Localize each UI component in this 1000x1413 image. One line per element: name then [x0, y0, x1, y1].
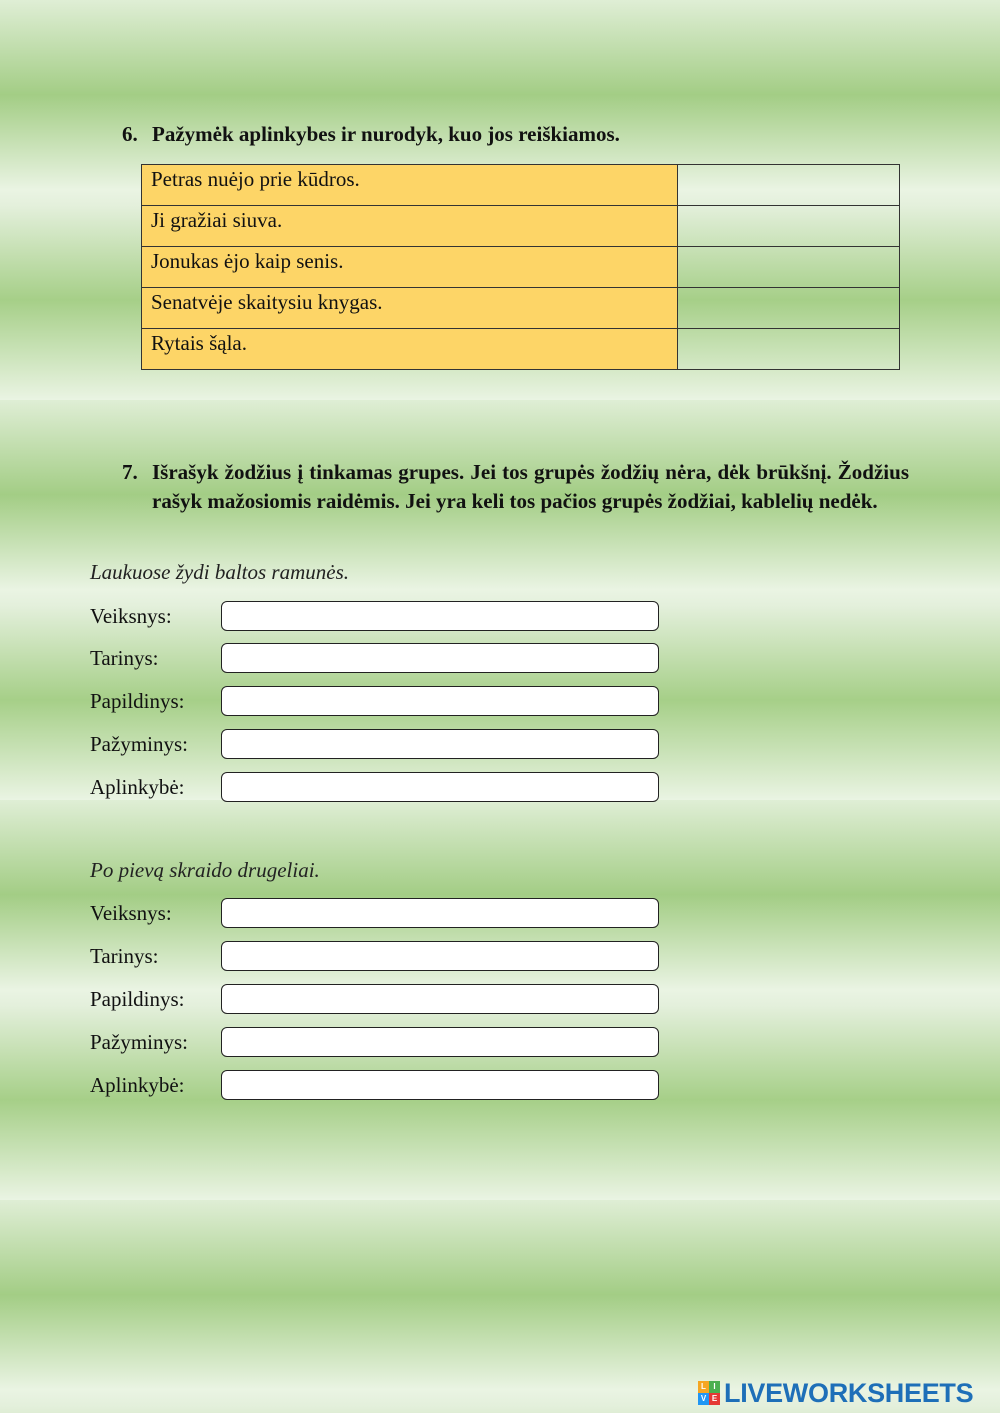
field-label: Tarinys:	[90, 944, 159, 968]
group-2-field-row	[90, 984, 660, 1016]
group-2-subject-input[interactable]	[221, 898, 659, 928]
field-label: Papildinys:	[90, 689, 185, 713]
answer-cell	[678, 329, 900, 370]
group-1-field-row	[90, 643, 660, 675]
group-2-field-row	[90, 898, 660, 930]
table-row	[142, 329, 900, 370]
field-label: Pažyminys:	[90, 1030, 188, 1054]
task-7-heading	[122, 458, 912, 548]
liveworksheets-logo	[698, 1378, 994, 1408]
answer-input-1[interactable]	[687, 165, 894, 203]
logo-text: LIVEWORKSHEETS	[724, 1378, 974, 1408]
group-2-predicate-input[interactable]	[221, 941, 659, 971]
table-row	[142, 247, 900, 288]
logo-mark-letter: V	[698, 1393, 709, 1405]
adverbial-table	[141, 164, 900, 370]
group-1-attribute-input[interactable]	[221, 729, 659, 759]
field-label: Pažyminys:	[90, 732, 188, 756]
group-2-field-row	[90, 1070, 660, 1102]
sentence-cell: Ji gražiai siuva.	[142, 206, 678, 247]
answer-input-3[interactable]	[687, 247, 894, 285]
field-label: Veiksnys:	[90, 604, 172, 628]
answer-input-4[interactable]	[687, 288, 894, 326]
group-1-sentence: Laukuose žydi baltos ramunės.	[90, 560, 349, 584]
answer-input-5[interactable]	[687, 329, 894, 367]
answer-cell	[678, 165, 900, 206]
group-1-predicate-input[interactable]	[221, 643, 659, 673]
task-6-heading	[122, 120, 912, 150]
group-2-adverbial-input[interactable]	[221, 1070, 659, 1100]
logo-mark-letter: L	[698, 1381, 709, 1393]
table-row	[142, 165, 900, 206]
group-2-attribute-input[interactable]	[221, 1027, 659, 1057]
group-1-subject-input[interactable]	[221, 601, 659, 631]
logo-mark-icon	[698, 1381, 720, 1405]
field-label: Tarinys:	[90, 646, 159, 670]
group-2-sentence: Po pievą skraido drugeliai.	[90, 858, 320, 882]
table-row	[142, 206, 900, 247]
group-2-object-input[interactable]	[221, 984, 659, 1014]
group-1-field-row	[90, 772, 660, 804]
group-2-field-row	[90, 941, 660, 973]
answer-cell	[678, 247, 900, 288]
field-label: Aplinkybė:	[90, 1073, 185, 1097]
group-1-field-row	[90, 729, 660, 761]
sentence-cell: Senatvėje skaitysiu knygas.	[142, 288, 678, 329]
answer-input-2[interactable]	[687, 206, 894, 244]
group-1-object-input[interactable]	[221, 686, 659, 716]
answer-cell	[678, 288, 900, 329]
task-7-number: 7.	[122, 460, 138, 484]
field-label: Papildinys:	[90, 987, 185, 1011]
sentence-cell: Petras nuėjo prie kūdros.	[142, 165, 678, 206]
sentence-cell: Jonukas ėjo kaip senis.	[142, 247, 678, 288]
task-6-title: Pažymėk aplinkybes ir nurodyk, kuo jos reiškiamos.	[152, 122, 620, 146]
group-1-field-row	[90, 601, 660, 633]
group-2-field-row	[90, 1027, 660, 1059]
sentence-cell: Rytais šąla.	[142, 329, 678, 370]
table-row	[142, 288, 900, 329]
answer-cell	[678, 206, 900, 247]
task-6-number: 6.	[122, 122, 138, 146]
group-1-adverbial-input[interactable]	[221, 772, 659, 802]
field-label: Aplinkybė:	[90, 775, 185, 799]
task-7-title: Išrašyk žodžius į tinkamas grupes. Jei tos grupės žodžių nėra, dėk brūkšnį. Žodžius rašyk mažosiomis raidėmis. Jei yra keli tos pačios grupės žodžiai, kablelių nedėk.	[152, 460, 909, 513]
logo-mark-letter: E	[709, 1393, 720, 1405]
group-1-field-row	[90, 686, 660, 718]
field-label: Veiksnys:	[90, 901, 172, 925]
logo-mark-letter: I	[709, 1381, 720, 1393]
